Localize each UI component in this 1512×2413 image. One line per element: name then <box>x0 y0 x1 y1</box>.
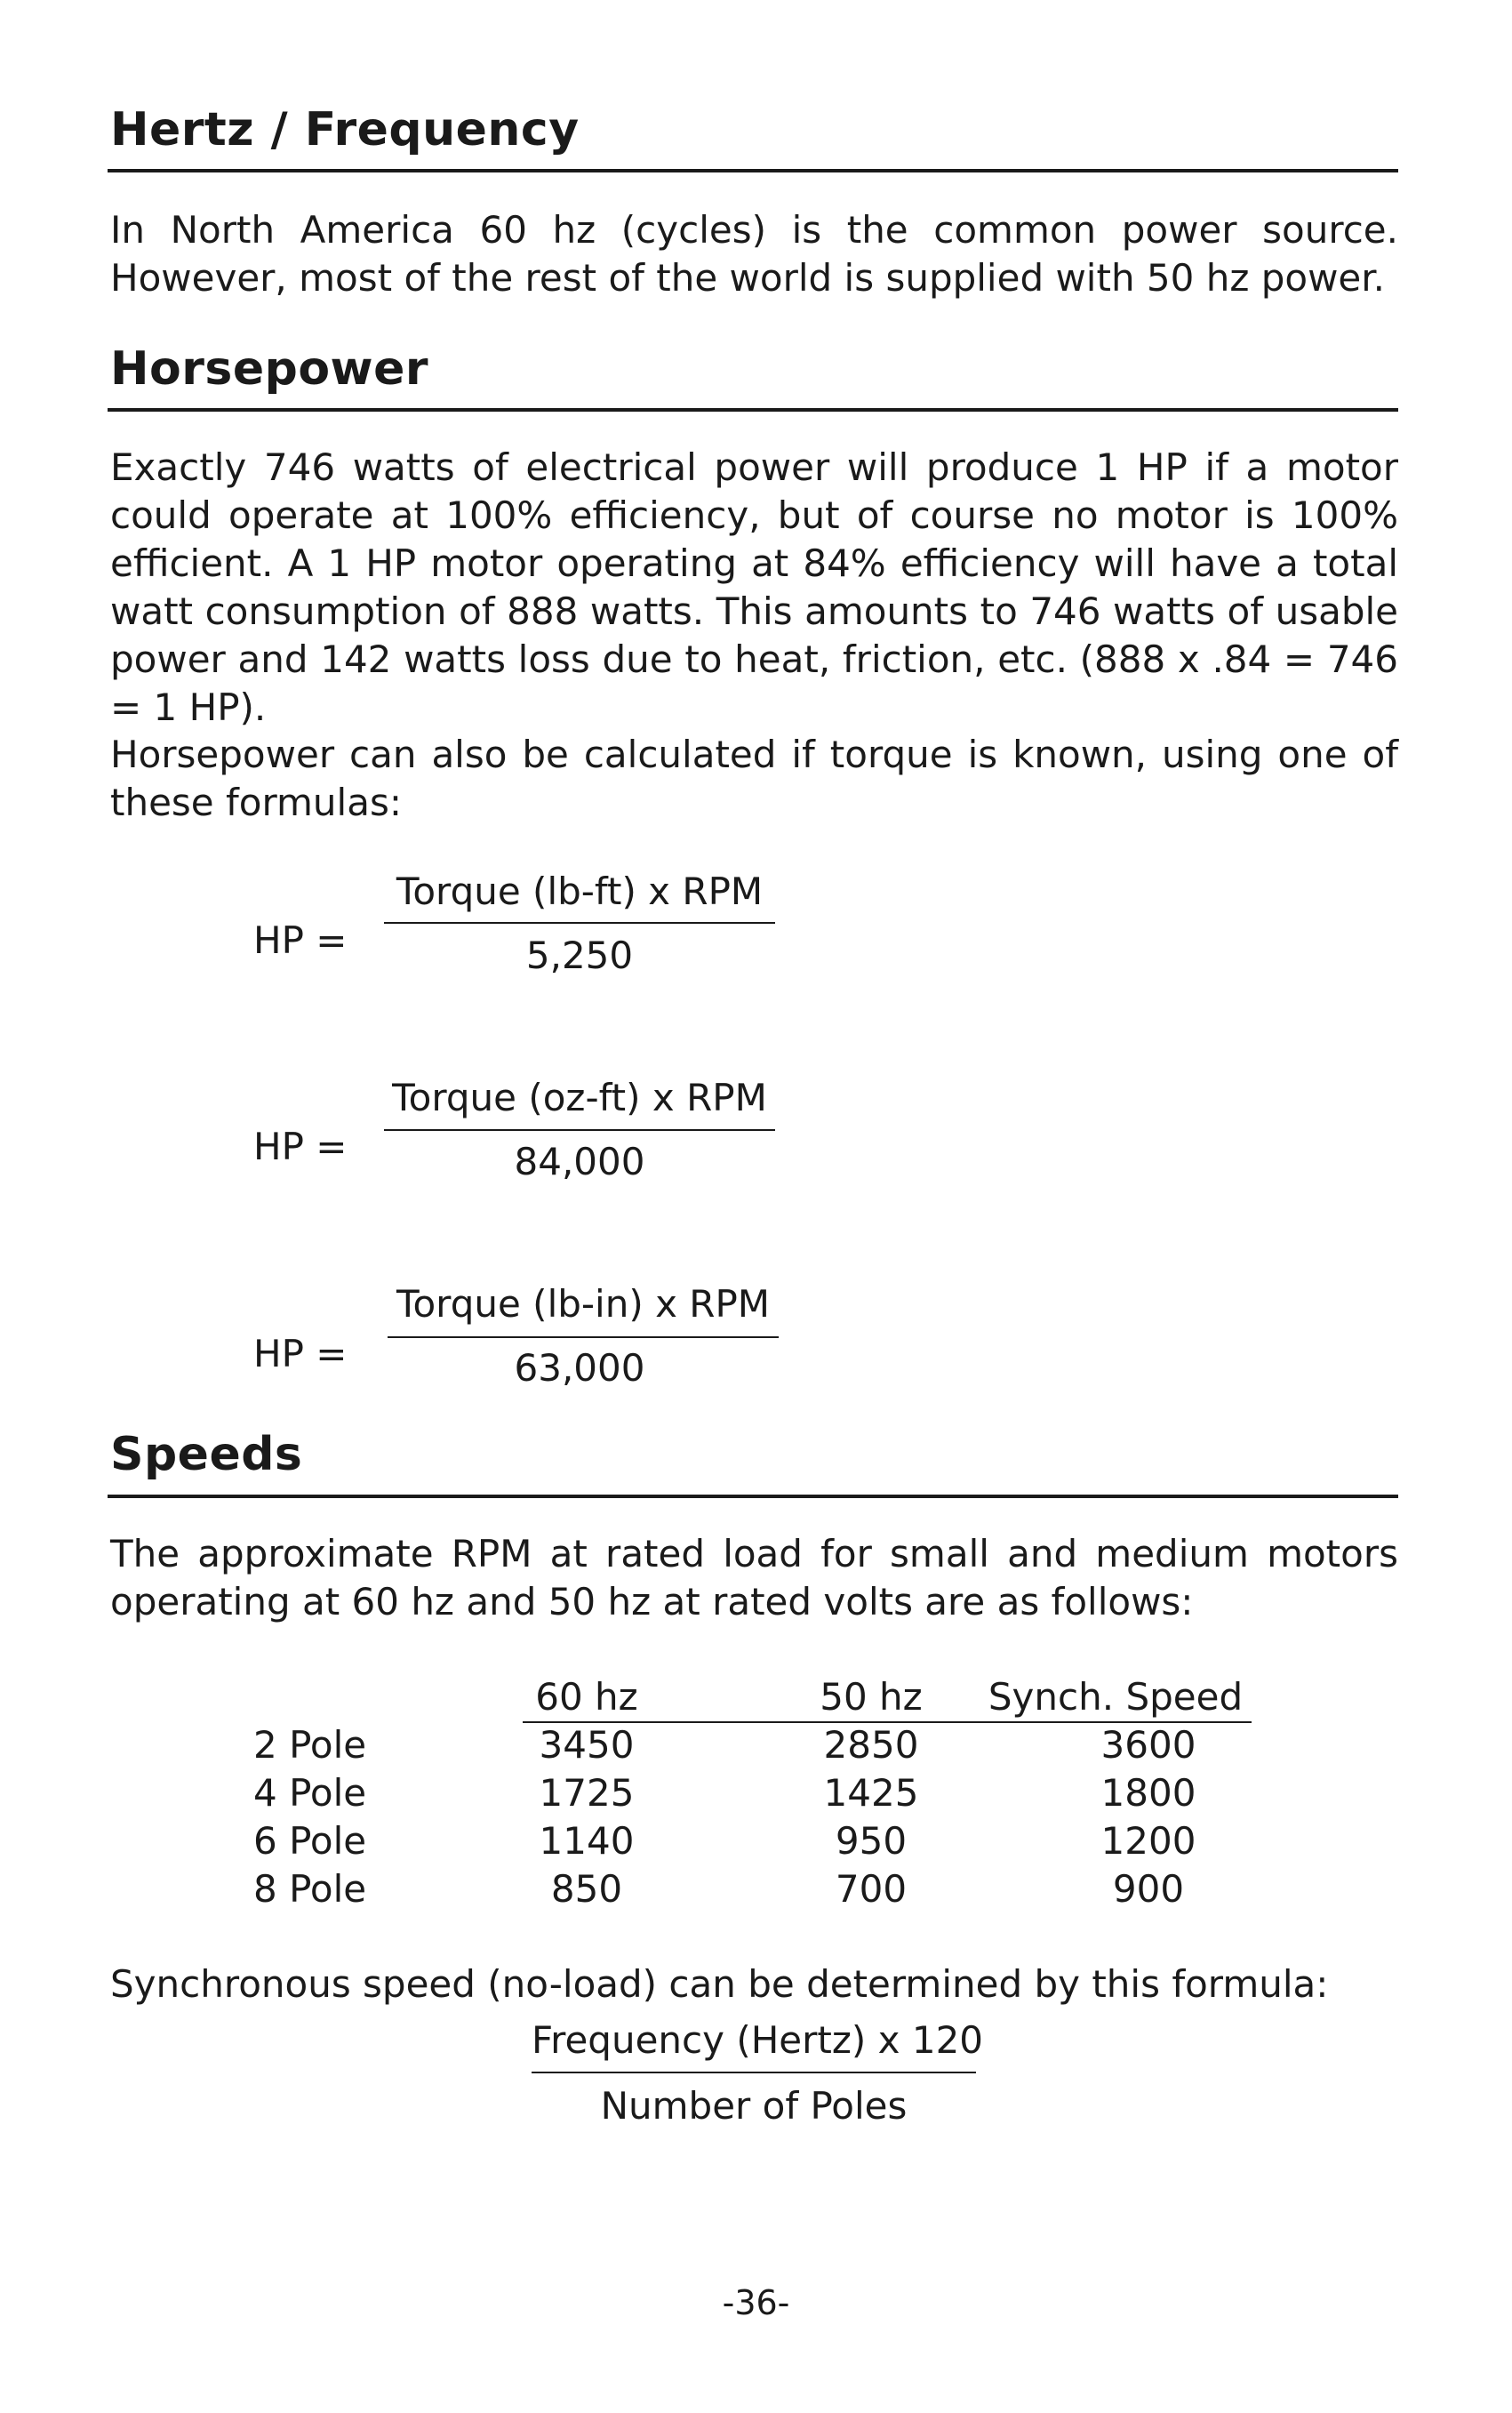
table-cell: 1800 <box>1100 1771 1196 1815</box>
table-cell: 2850 <box>823 1723 919 1767</box>
heading-hertz-frequency: Hertz / Frequency <box>110 103 580 156</box>
table-header-synch-speed: Synch. Speed <box>988 1675 1244 1719</box>
fraction-bar <box>384 922 775 924</box>
table-cell: 1725 <box>539 1771 635 1815</box>
formula-lhs: HP = <box>253 1332 348 1375</box>
table-row-label: 4 Pole <box>253 1771 367 1815</box>
table-cell: 900 <box>1112 1867 1185 1911</box>
formula-lhs: HP = <box>253 1125 348 1168</box>
formula-denominator: 5,250 <box>525 934 634 977</box>
table-cell: 700 <box>835 1867 908 1911</box>
section-divider <box>108 1495 1398 1498</box>
formula-denominator: 84,000 <box>514 1140 645 1183</box>
fraction-bar <box>384 1129 775 1131</box>
table-cell: 1140 <box>539 1819 635 1863</box>
table-cell: 3450 <box>539 1723 635 1767</box>
paragraph-hertz: In North America 60 hz (cycles) is the common power source. However, most of the rest of the world is supplied with 50 hz power. <box>110 208 1398 300</box>
formula-numerator: Torque (oz-ft) x RPM <box>392 1076 767 1119</box>
fraction-bar <box>532 2072 976 2073</box>
formula-numerator: Torque (lb-in) x RPM <box>396 1282 771 1326</box>
table-row-label: 8 Pole <box>253 1867 367 1911</box>
heading-horsepower: Horsepower <box>110 342 429 396</box>
table-row-label: 2 Pole <box>253 1723 367 1767</box>
section-divider <box>108 169 1398 172</box>
formula-numerator: Torque (lb-ft) x RPM <box>396 870 764 913</box>
paragraph-horsepower-torque: Horsepower can also be calculated if torque is known, using one of these formulas: <box>110 733 1398 824</box>
fraction-bar <box>388 1336 779 1338</box>
sync-formula-numerator: Frequency (Hertz) x 120 <box>532 2018 984 2062</box>
table-row-label: 6 Pole <box>253 1819 367 1863</box>
paragraph-sync-intro: Synchronous speed (no-load) can be determined by this formula: <box>110 1962 1329 2006</box>
heading-speeds: Speeds <box>110 1428 303 1481</box>
formula-lhs: HP = <box>253 918 348 962</box>
table-cell: 3600 <box>1100 1723 1196 1767</box>
page-number: -36- <box>722 2283 790 2322</box>
table-cell: 1200 <box>1100 1819 1196 1863</box>
formula-denominator: 63,000 <box>514 1346 645 1390</box>
paragraph-speeds: The approximate RPM at rated load for small and medium motors operating at 60 hz and 50 hz at rated volts are as follows: <box>110 1532 1398 1623</box>
table-header-60hz: 60 hz <box>535 1675 638 1719</box>
table-cell: 1425 <box>823 1771 919 1815</box>
table-cell: 850 <box>550 1867 623 1911</box>
paragraph-horsepower-watts: Exactly 746 watts of electrical power will produce 1 HP if a motor could operate at 100% efficiency, but of course no motor is 100% efficient. A 1 HP motor operating at 84% efficiency will have a total watt consumption of 888 watts. This amounts to 746 watts of usable power and 142 watts loss due to heat, friction, etc. (888 x .84 = 746 = 1 HP). <box>110 445 1398 729</box>
table-cell: 950 <box>835 1819 908 1863</box>
sync-formula-denominator: Number of Poles <box>600 2084 908 2128</box>
table-header-50hz: 50 hz <box>820 1675 923 1719</box>
section-divider <box>108 408 1398 412</box>
